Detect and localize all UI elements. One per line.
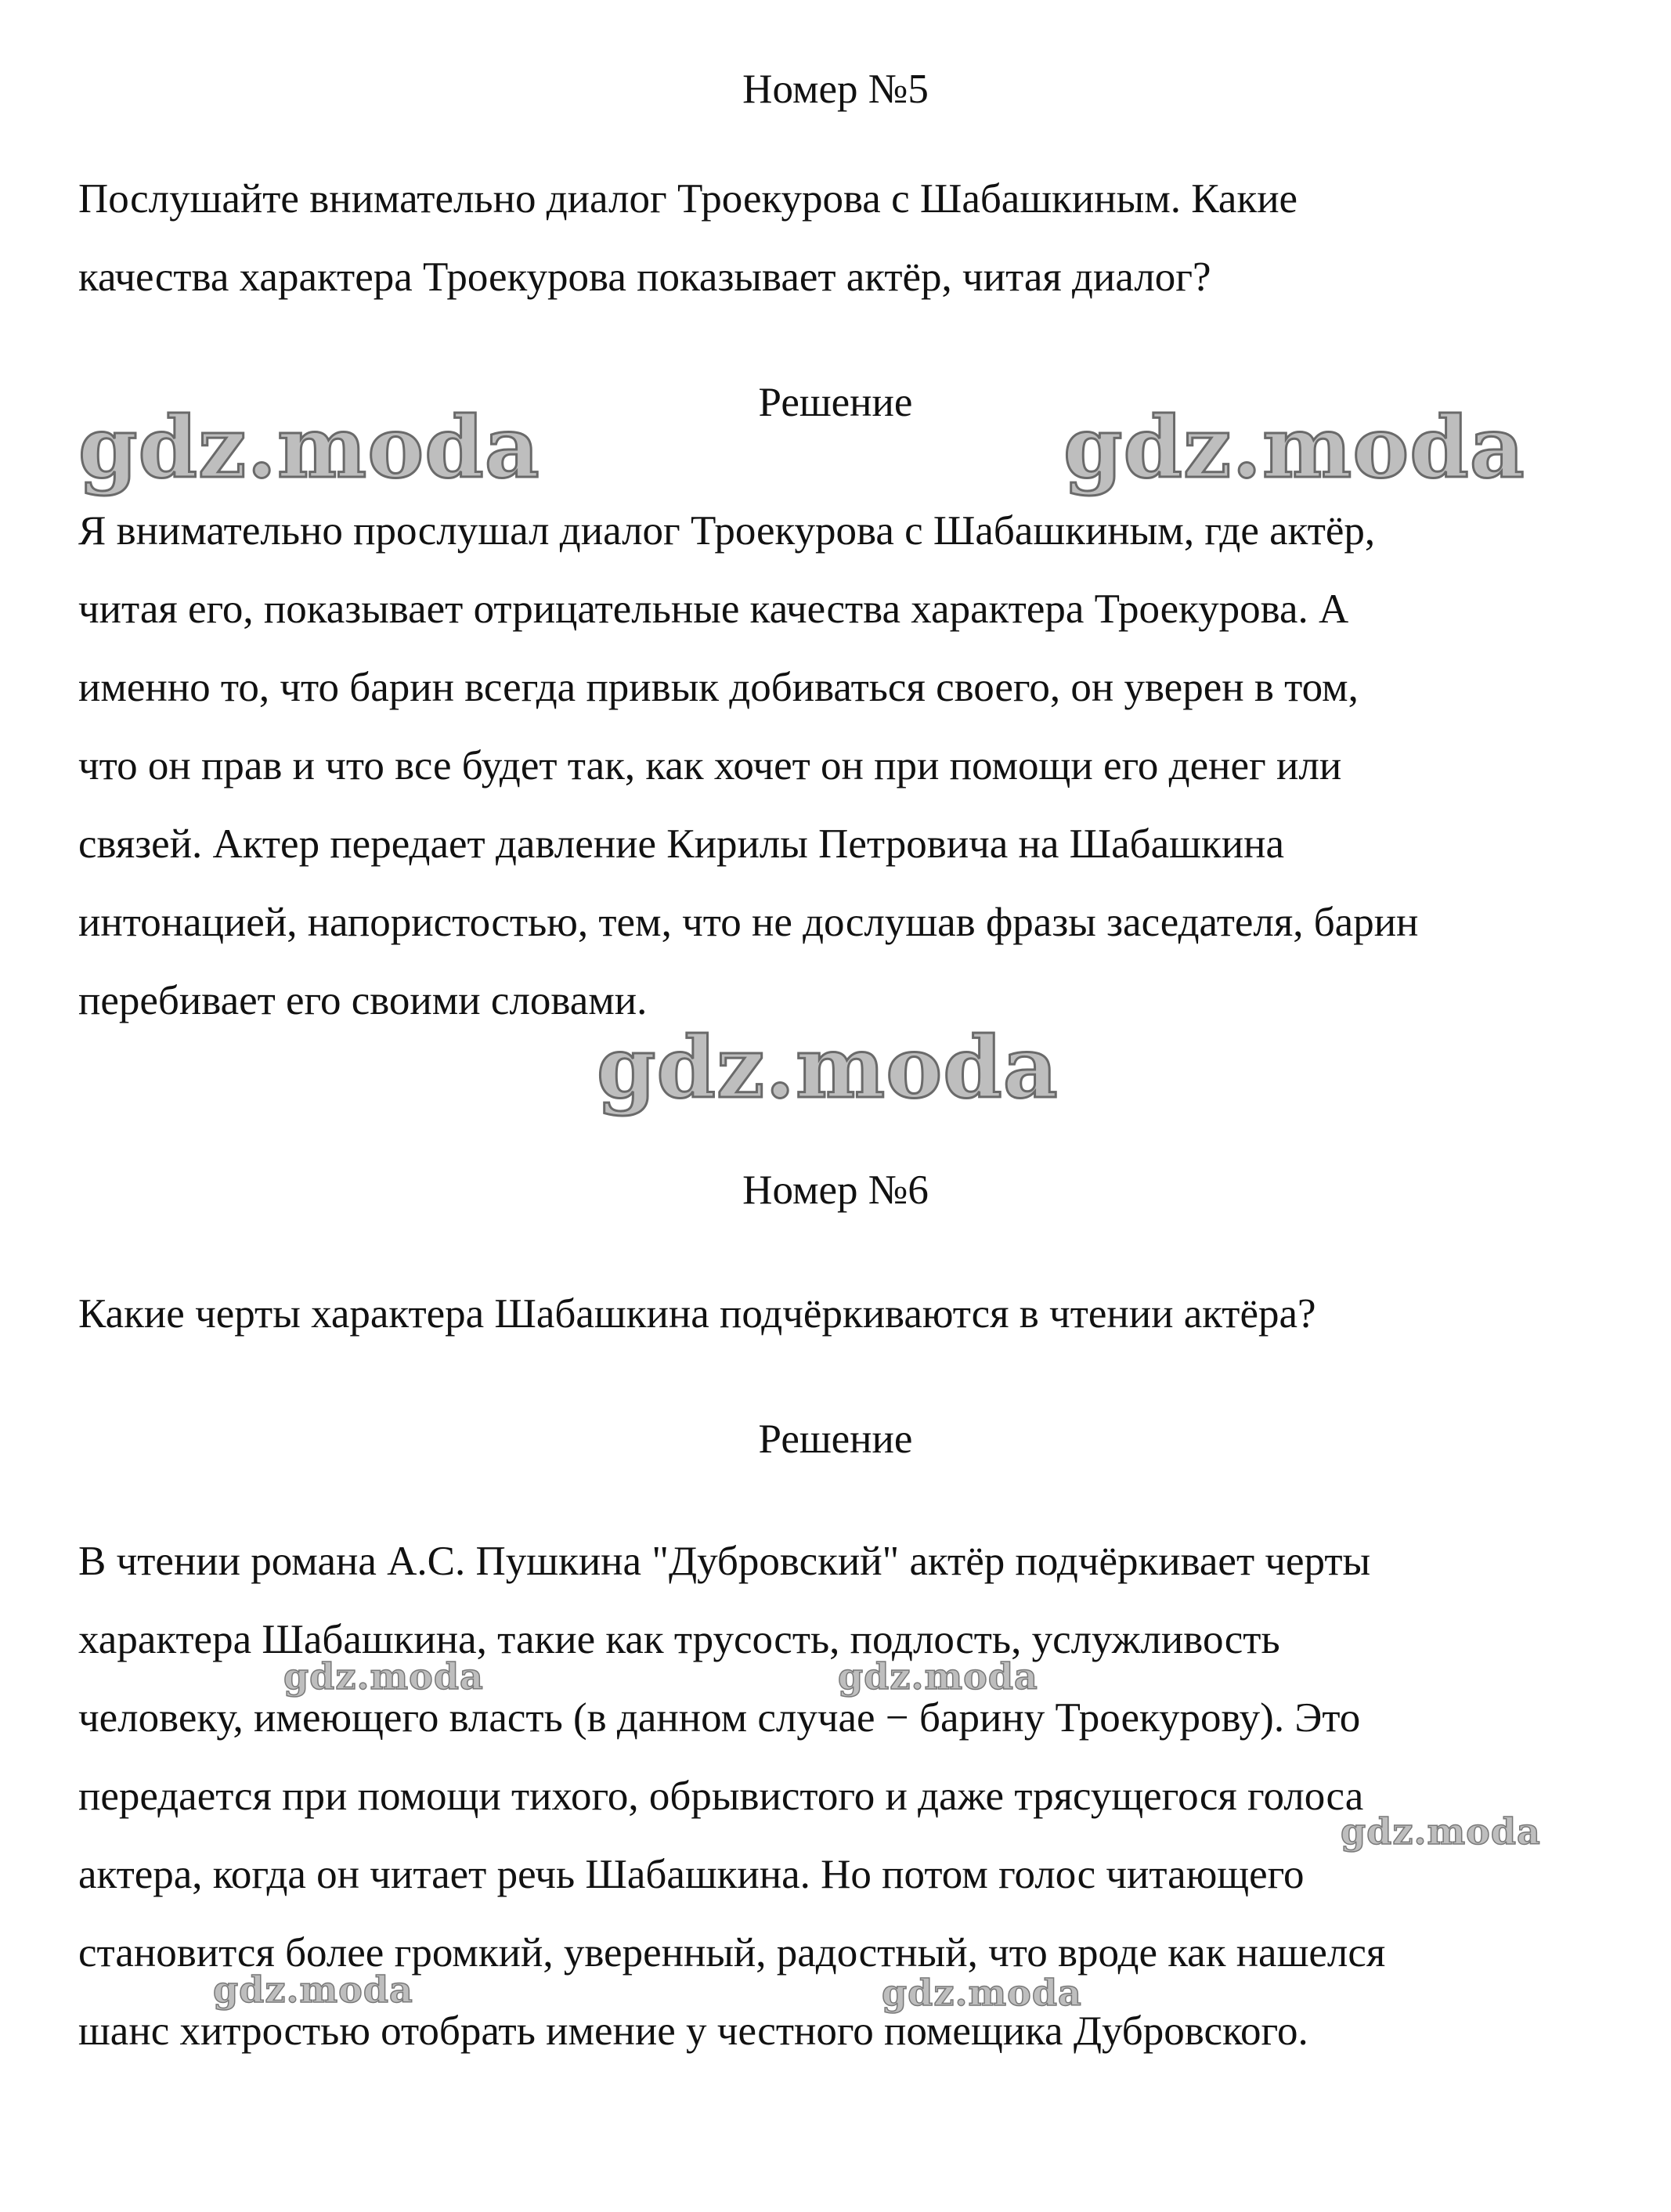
watermark: gdz.moda	[78, 399, 540, 497]
task5-answer-line-6: интонацией, напористостью, тем, что не дослушав фразы заседателя, барин	[78, 900, 1419, 945]
task6-answer-line-4: передается при помощи тихого, обрывистого и даже трясущегося голоса	[78, 1774, 1364, 1819]
watermark: gdz.moda	[882, 1972, 1082, 2014]
watermark: gdz.moda	[283, 1655, 484, 1698]
watermark: gdz.moda	[213, 1968, 413, 2011]
watermark: gdz.moda	[1341, 1810, 1541, 1853]
task6-answer-line-3: человеку, имеющего власть (в данном случае − барину Троекурову). Это	[78, 1695, 1361, 1741]
task6-answer-line-2: характера Шабашкина, такие как трусость, подлость, услужливость	[78, 1617, 1280, 1662]
task5-answer-line-1: Я внимательно прослушал диалог Троекурова с Шабашкиным, где актёр,	[78, 508, 1376, 554]
task5-question-line-1: Послушайте внимательно диалог Троекурова с Шабашкиным. Какие	[78, 176, 1298, 222]
task5-heading: Номер №5	[742, 67, 929, 112]
task6-answer-line-1: В чтении романа А.С. Пушкина "Дубровский" актёр подчёркивает черты	[78, 1539, 1371, 1584]
task6-question-line-1: Какие черты характера Шабашкина подчёркиваются в чтении актёра?	[78, 1291, 1316, 1337]
task6-answer-line-6: становится более громкий, уверенный, радостный, что вроде как нашелся	[78, 1930, 1386, 1976]
watermark: gdz.moda	[597, 1019, 1059, 1117]
watermark: gdz.moda	[1063, 399, 1525, 497]
task5-answer-line-2: читая его, показывает отрицательные качества характера Троекурова. А	[78, 586, 1349, 632]
task6-answer-line-5: актера, когда он читает речь Шабашкина. Но потом голос читающего	[78, 1852, 1305, 1897]
task5-solution-heading: Решение	[758, 380, 913, 425]
watermark: gdz.moda	[838, 1655, 1038, 1698]
task5-answer-line-5: связей. Актер передает давление Кирилы Петровича на Шабашкина	[78, 821, 1284, 867]
task5-answer-line-3: именно то, что барин всегда привык добиваться своего, он уверен в том,	[78, 665, 1359, 710]
task5-answer-line-7: перебивает его своими словами.	[78, 978, 648, 1023]
task6-heading: Номер №6	[742, 1167, 929, 1213]
task5-answer-line-4: что он прав и что все будет так, как хочет он при помощи его денег или	[78, 743, 1342, 788]
task6-answer-line-7: шанс хитростью отобрать имение у честного помещика Дубровского.	[78, 2008, 1308, 2054]
task5-question-line-2: качества характера Троекурова показывает актёр, читая диалог?	[78, 254, 1211, 300]
task6-solution-heading: Решение	[758, 1416, 913, 1462]
